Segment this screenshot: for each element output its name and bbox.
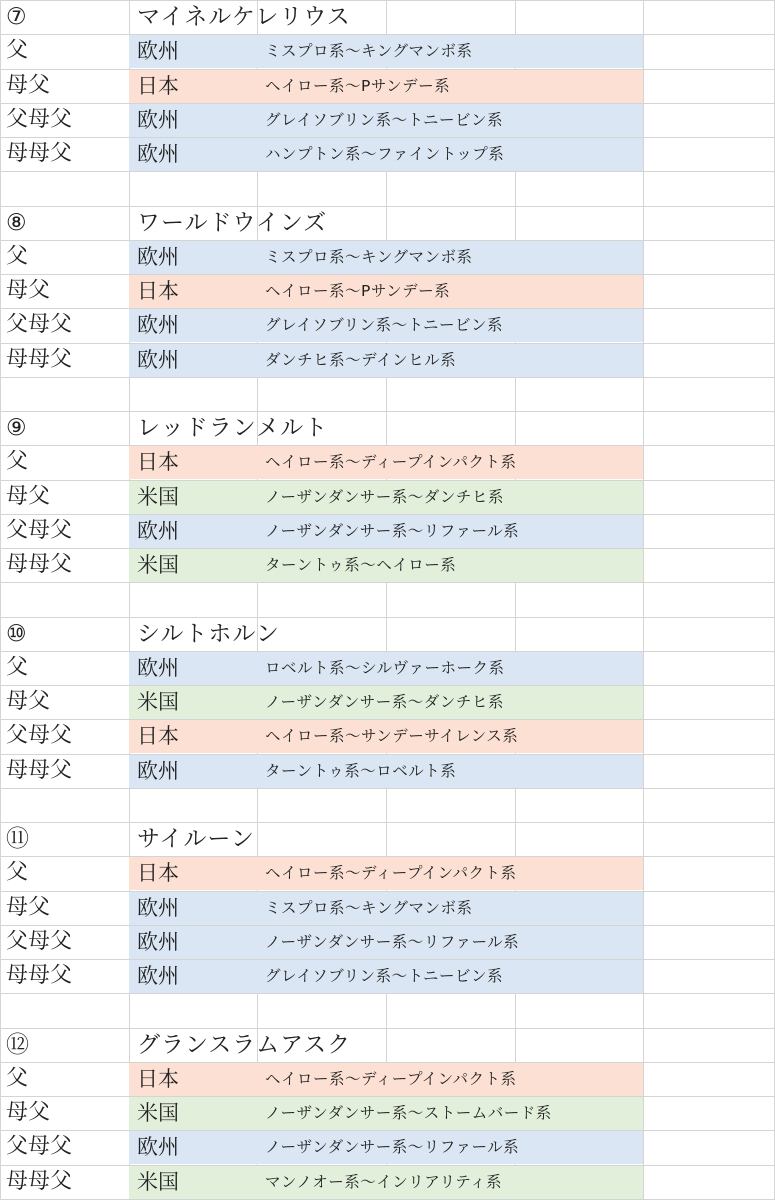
- grid-row-line: [0, 206, 775, 207]
- sire-line-cell: ミスプロ系〜キングマンボ系: [265, 248, 473, 266]
- region-cell: 欧州: [137, 519, 179, 543]
- region-cell: 欧州: [137, 896, 179, 920]
- sire-line-cell: ターントゥ系〜ヘイロー系: [265, 556, 457, 574]
- horse-number: ⑦: [6, 4, 27, 30]
- pedigree-position-label: 母父: [6, 689, 51, 714]
- sire-line-cell: ヘイロー系〜ディープインパクト系: [265, 453, 517, 471]
- sire-line-cell: ヘイロー系〜Pサンデー系: [265, 77, 451, 95]
- horse-number: ⑫: [6, 1032, 29, 1058]
- region-cell: 欧州: [137, 245, 179, 269]
- pedigree-position-label: 母父: [6, 895, 51, 920]
- pedigree-position-label: 母母父: [6, 141, 73, 166]
- grid-row-line: [0, 788, 775, 789]
- sire-line-cell: ターントゥ系〜ロベルト系: [265, 762, 457, 780]
- grid-row-line: [0, 171, 775, 172]
- horse-name: サイルーン: [137, 826, 255, 852]
- region-cell: 欧州: [137, 142, 179, 166]
- region-cell: 欧州: [137, 108, 179, 132]
- pedigree-position-label: 父母父: [6, 312, 73, 337]
- sire-line-cell: グレイソブリン系〜トニービン系: [265, 967, 503, 985]
- pedigree-position-label: 父母父: [6, 723, 73, 748]
- pedigree-position-label: 母母父: [6, 1169, 73, 1194]
- grid-row-line: [0, 0, 775, 1]
- horse-name: レッドランメルト: [137, 415, 329, 441]
- region-cell: 日本: [137, 279, 179, 303]
- grid-column-line: [643, 0, 644, 1200]
- sire-line-cell: ダンチヒ系〜デインヒル系: [265, 351, 457, 369]
- horse-name: グランスラムアスク: [137, 1032, 352, 1058]
- pedigree-position-label: 父母父: [6, 107, 73, 132]
- region-cell: 米国: [137, 690, 179, 714]
- pedigree-position-label: 母父: [6, 484, 51, 509]
- pedigree-position-label: 母母父: [6, 963, 73, 988]
- pedigree-position-label: 父: [6, 655, 29, 680]
- region-cell: 日本: [137, 861, 179, 885]
- region-cell: 日本: [137, 450, 179, 474]
- region-cell: 欧州: [137, 656, 179, 680]
- region-cell: 欧州: [137, 759, 179, 783]
- region-cell: 欧州: [137, 348, 179, 372]
- region-cell: 欧州: [137, 1135, 179, 1159]
- horse-name: マイネルケレリウス: [137, 4, 351, 30]
- sire-line-cell: ノーザンダンサー系〜リファール系: [265, 1138, 520, 1156]
- sire-line-cell: ハンプトン系〜ファイントップ系: [265, 145, 505, 163]
- horse-number: ⑪: [6, 826, 29, 852]
- grid-row-line: [0, 411, 775, 412]
- sire-line-cell: グレイソブリン系〜トニービン系: [265, 111, 503, 129]
- sire-line-cell: ノーザンダンサー系〜リファール系: [265, 522, 520, 540]
- pedigree-position-label: 父母父: [6, 1134, 73, 1159]
- pedigree-position-label: 父: [6, 244, 29, 269]
- region-cell: 日本: [137, 74, 179, 98]
- sire-line-cell: ノーザンダンサー系〜リファール系: [265, 933, 520, 951]
- grid-row-line: [0, 822, 775, 823]
- sire-line-cell: ノーザンダンサー系〜ダンチヒ系: [265, 488, 504, 506]
- pedigree-position-label: 母母父: [6, 758, 73, 783]
- pedigree-position-label: 父母父: [6, 518, 73, 543]
- horse-name: シルトホルン: [137, 621, 280, 647]
- region-cell: 欧州: [137, 39, 179, 63]
- pedigree-position-label: 父: [6, 38, 29, 63]
- grid-row-line: [0, 377, 775, 378]
- sire-line-cell: ノーザンダンサー系〜ダンチヒ系: [265, 693, 504, 711]
- horse-number: ⑧: [6, 210, 27, 236]
- region-cell: 米国: [137, 1170, 179, 1194]
- grid-row-line: [0, 993, 775, 994]
- region-cell: 日本: [137, 1067, 179, 1091]
- region-cell: 米国: [137, 553, 179, 577]
- region-cell: 米国: [137, 1101, 179, 1125]
- pedigree-position-label: 母母父: [6, 347, 73, 372]
- grid-column-line: [257, 0, 258, 1200]
- pedigree-position-label: 父: [6, 449, 29, 474]
- sire-line-cell: ヘイロー系〜ディープインパクト系: [265, 1070, 517, 1088]
- grid-column-line: [386, 0, 387, 1200]
- region-cell: 日本: [137, 724, 179, 748]
- pedigree-position-label: 母父: [6, 1100, 51, 1125]
- grid-column-line: [129, 0, 130, 1200]
- pedigree-position-label: 母父: [6, 278, 51, 303]
- sire-line-cell: マンノオー系〜インリアリティ系: [265, 1173, 503, 1191]
- grid-column-line: [0, 0, 1, 1200]
- grid-row-line: [0, 617, 775, 618]
- grid-row-line: [0, 582, 775, 583]
- sire-line-cell: ヘイロー系〜ディープインパクト系: [265, 864, 517, 882]
- pedigree-position-label: 父: [6, 860, 29, 885]
- pedigree-position-label: 父: [6, 1066, 29, 1091]
- pedigree-position-label: 母母父: [6, 552, 73, 577]
- horse-number: ⑩: [6, 621, 27, 647]
- grid-row-line: [0, 1028, 775, 1029]
- region-cell: 欧州: [137, 930, 179, 954]
- region-cell: 欧州: [137, 313, 179, 337]
- sire-line-cell: ノーザンダンサー系〜ストームバード系: [265, 1104, 552, 1122]
- sire-line-cell: グレイソブリン系〜トニービン系: [265, 316, 503, 334]
- grid-column-line: [515, 0, 516, 1200]
- region-cell: 米国: [137, 485, 179, 509]
- region-cell: 欧州: [137, 964, 179, 988]
- pedigree-position-label: 父母父: [6, 929, 73, 954]
- sire-line-cell: ミスプロ系〜キングマンボ系: [265, 42, 473, 60]
- sire-line-cell: ヘイロー系〜サンデーサイレンス系: [265, 727, 519, 745]
- sire-line-cell: ミスプロ系〜キングマンボ系: [265, 899, 473, 917]
- sire-line-cell: ロベルト系〜シルヴァーホーク系: [265, 659, 505, 677]
- sire-line-cell: ヘイロー系〜Pサンデー系: [265, 282, 451, 300]
- horse-number: ⑨: [6, 415, 27, 441]
- pedigree-position-label: 母父: [6, 73, 51, 98]
- horse-name: ワールドウインズ: [137, 210, 328, 236]
